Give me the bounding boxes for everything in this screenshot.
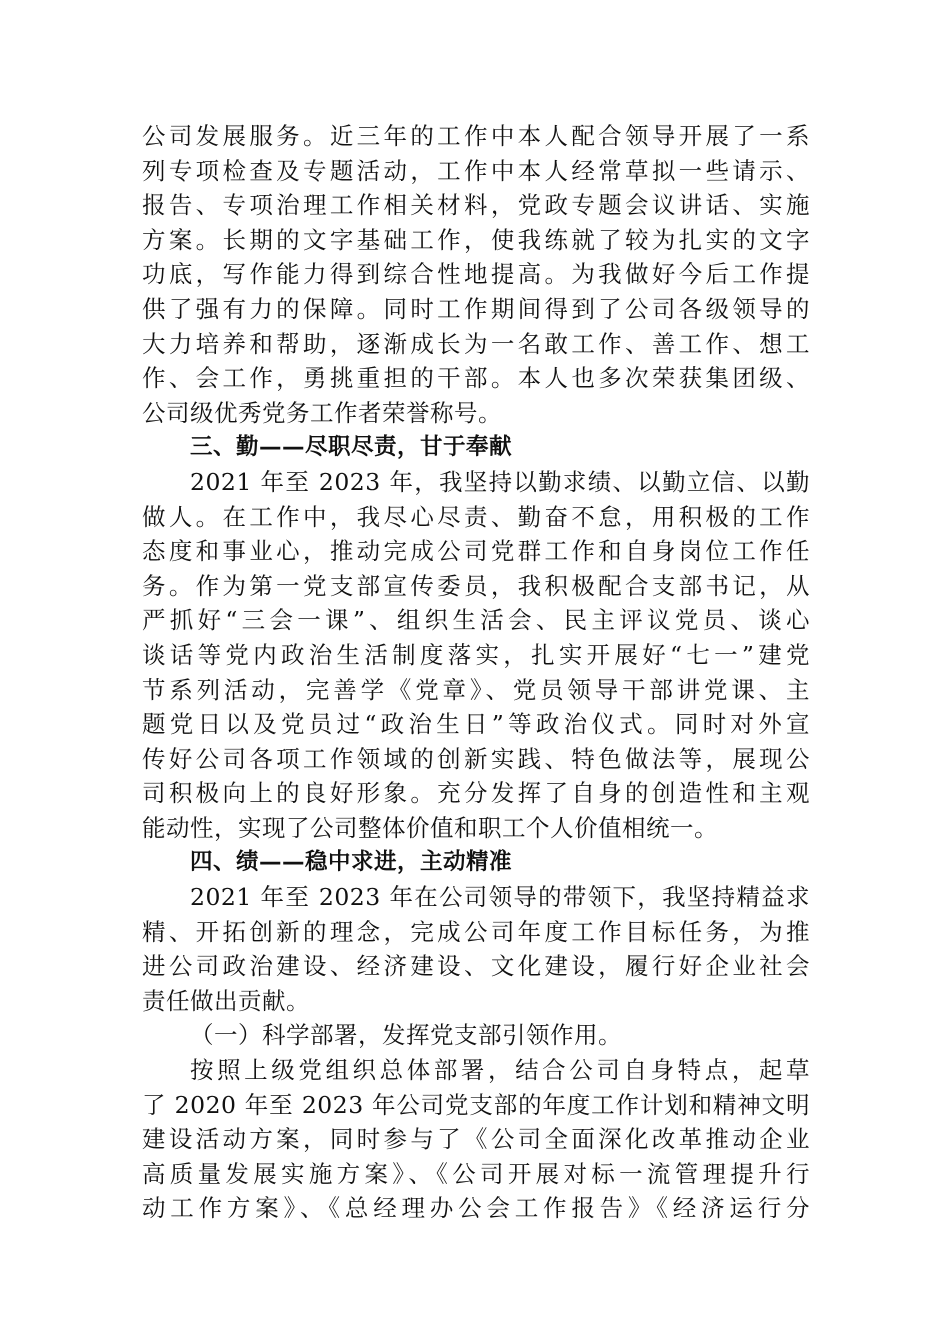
text-line: 报告、专项治理工作相关材料，党政专题会议讲话、实施 [142,191,810,220]
text-line: 司积极向上的良好形象。充分发挥了自身的创造性和主观 [142,779,810,808]
text-line: 严抓好“三会一课”、组织生活会、民主评议党员、谈心 [142,606,810,635]
text-line: 大力培养和帮助，逐渐成长为一名敢工作、善工作、想工 [142,329,810,358]
paragraph-first-line: 按照上级党组织总体部署，结合公司自身特点，起草 [190,1056,810,1085]
paragraph-last-line: 能动性，实现了公司整体价值和职工个人价值相统一。 [142,813,718,842]
text-line: 做人。在工作中，我尽心尽责、勤奋不怠，用积极的工作 [142,502,810,531]
text-line: 列专项检查及专题活动，工作中本人经常草拟一些请示、 [142,156,810,185]
subsection-heading: （一）科学部署，发挥党支部引领作用。 [190,1021,622,1050]
text-line: 公司发展服务。近三年的工作中本人配合领导开展了一系 [142,122,810,150]
text-line: 建设活动方案，同时参与了《公司全面深化改革推动企业 [142,1125,810,1154]
paragraph-first-line: 2021 年至 2023 年在公司领导的带领下，我坚持精益求 [190,883,810,912]
document-body [142,119,810,1226]
text-line: 供了强有力的保障。同时工作期间得到了公司各级领导的 [142,294,810,323]
section-heading: 四、绩——稳中求进，主动精准 [190,849,513,876]
section-heading: 三、勤——尽职尽责，甘于奉献 [190,434,513,461]
text-line: 精、开拓创新的理念，完成公司年度工作目标任务，为推 [142,917,810,946]
text-line: 方案。长期的文字基础工作，使我练就了较为扎实的文字 [142,225,810,254]
paragraph-last-line: 责任做出贡献。 [142,986,310,1015]
text-line: 高质量发展实施方案》、《公司开展对标一流管理提升行 [142,1159,810,1188]
paragraph-first-line: 2021 年至 2023 年，我坚持以勤求绩、以勤立信、以勤 [190,467,810,496]
paragraph-last-line: 公司级优秀党务工作者荣誉称号。 [142,398,502,427]
text-line: 功底，写作能力得到综合性地提高。为我做好今后工作提 [142,260,810,289]
text-line: 传好公司各项工作领域的创新实践、特色做法等，展现公 [142,744,810,773]
text-line: 作、会工作，勇挑重担的干部。本人也多次荣获集团级、 [142,364,810,393]
text-line: 进公司政治建设、经济建设、文化建设，履行好企业社会 [142,952,810,981]
text-line: 务。作为第一党支部宣传委员，我积极配合支部书记，从 [142,571,810,600]
text-line: 谈话等党内政治生活制度落实，扎实开展好“七一”建党 [142,640,810,669]
text-line: 了 2020 年至 2023 年公司党支部的年度工作计划和精神文明 [142,1090,810,1119]
text-line: 态度和事业心，推动完成公司党群工作和自身岗位工作任 [142,537,810,566]
text-line: 节系列活动，完善学《党章》、党员领导干部讲党课、主 [142,675,810,704]
text-line: 题党日以及党员过“政治生日”等政治仪式。同时对外宣 [142,710,810,739]
text-line: 动工作方案》、《总经理办公会工作报告》《经济运行分 [142,1194,810,1223]
